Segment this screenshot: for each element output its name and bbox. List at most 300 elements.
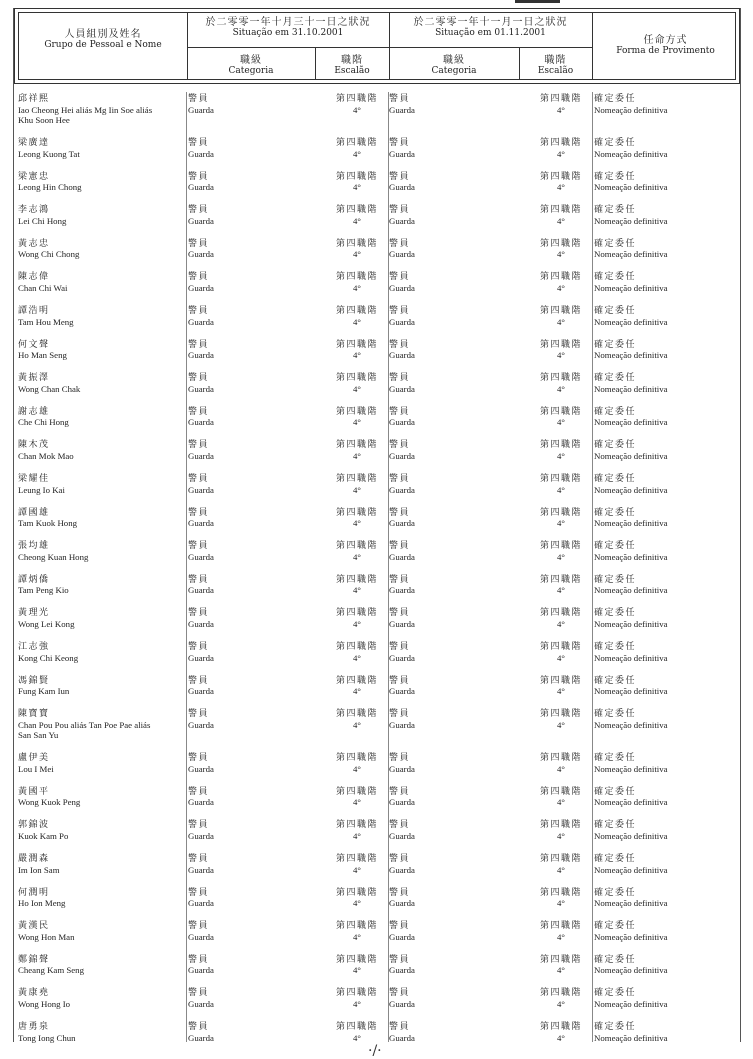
- forma-pt: Nomeação definitiva: [594, 316, 668, 327]
- categoria-zh: 警員: [389, 786, 411, 797]
- categoria-pt: Guarda: [389, 686, 415, 697]
- escalao-zh: 第四職階: [335, 406, 378, 417]
- escalao-cell-before: [326, 508, 388, 529]
- forma-pt: Nomeação definitiva: [594, 585, 668, 596]
- escalao-cell-after: [530, 608, 592, 629]
- categoria-zh: 警員: [389, 1022, 411, 1032]
- forma-zh: 確定委任: [594, 306, 637, 316]
- forma-cell: [594, 988, 740, 1009]
- escalao-pt: 4°: [557, 182, 565, 193]
- forma-zh: 確定委任: [594, 820, 637, 831]
- categoria-cell-after: [389, 753, 509, 774]
- forma-zh: 確定委任: [594, 440, 637, 451]
- forma-cell: [594, 138, 740, 159]
- forma-zh: 確定委任: [594, 507, 637, 518]
- categoria-cell-after: [389, 306, 509, 327]
- forma-pt: Nomeação definitiva: [594, 1032, 668, 1043]
- categoria-pt: Guarda: [188, 1032, 214, 1043]
- categoria-cell-after: [389, 440, 509, 461]
- categoria-zh: 警員: [389, 94, 411, 104]
- forma-cell: [594, 94, 740, 115]
- escalao-pt: 4°: [557, 551, 565, 562]
- categoria-zh: 警員: [389, 138, 411, 148]
- categoria-pt: Guarda: [188, 383, 214, 394]
- forma-cell: [594, 787, 740, 808]
- categoria-pt: Guarda: [188, 350, 214, 361]
- categoria-pt: Guarda: [188, 931, 214, 942]
- name-pt: Tam Kuok Hong: [18, 518, 78, 529]
- categoria-cell-after: [389, 787, 509, 808]
- forma-cell: [594, 753, 740, 774]
- categoria-cell-before: [188, 820, 308, 841]
- escalao-pt: 4°: [557, 316, 565, 327]
- categoria-zh: 警員: [188, 1022, 210, 1032]
- forma-cell: [594, 340, 740, 361]
- escalao-cell-after: [530, 138, 592, 159]
- escalao-cell-after: [530, 272, 592, 293]
- escalao-pt: 4°: [557, 797, 565, 808]
- categoria-zh: 警員: [389, 306, 411, 316]
- name-zh: 梁廣達: [18, 138, 50, 148]
- categoria-cell-after: [389, 474, 509, 495]
- categoria-pt: Guarda: [188, 450, 214, 461]
- escalao-pt: 4°: [557, 484, 565, 495]
- name-cell: [18, 373, 186, 394]
- top-rule-mark: [515, 0, 560, 3]
- escalao-cell-after: [530, 921, 592, 942]
- escalao-cell-before: [326, 94, 388, 115]
- name-zh: 梁憲忠: [18, 171, 50, 182]
- escalao-pt: 4°: [353, 1032, 361, 1043]
- escalao-pt: 4°: [353, 182, 361, 193]
- categoria-cell-after: [389, 709, 509, 730]
- categoria-pt: Guarda: [188, 830, 214, 841]
- categoria-zh: 警員: [389, 339, 411, 350]
- escalao-cell-after: [530, 373, 592, 394]
- escalao-zh: 第四職階: [539, 675, 582, 686]
- categoria-zh: 警員: [389, 921, 411, 932]
- forma-zh: 確定委任: [594, 786, 637, 797]
- categoria-zh: 警員: [389, 820, 411, 831]
- categoria-pt: Guarda: [389, 450, 415, 461]
- escalao-zh: 第四職階: [539, 373, 582, 384]
- categoria-pt: Guarda: [389, 965, 415, 976]
- escalao-cell-after: [530, 440, 592, 461]
- forma-pt: Nomeação definitiva: [594, 551, 668, 562]
- name-pt: Wong Chan Chak: [18, 383, 81, 394]
- categoria-cell-after: [389, 854, 509, 875]
- escalao-zh: 第四職階: [539, 406, 582, 417]
- escalao-zh: 第四職階: [335, 339, 378, 350]
- categoria-zh: 警員: [389, 406, 411, 417]
- categoria-zh: 警員: [389, 272, 411, 283]
- escalao-zh: 第四職階: [539, 541, 582, 552]
- categoria-zh: 警員: [188, 205, 210, 216]
- categoria-zh: 警員: [188, 574, 210, 585]
- name-cell: [18, 172, 186, 193]
- categoria-pt: Guarda: [389, 148, 415, 159]
- name-zh: 黃理光: [18, 608, 50, 619]
- name-cell: [18, 306, 186, 327]
- situation-after-zh: 於二零零一年十一月一日之狀況: [413, 17, 568, 28]
- name-pt: Lei Chi Hong: [18, 215, 67, 226]
- categoria-cell-before: [188, 508, 308, 529]
- name-zh: 黃康堯: [18, 988, 50, 999]
- name-pt: Iao Cheong Hei aliás Mg Iin Soe aliás: [18, 104, 153, 115]
- categoria-zh: 警員: [188, 642, 210, 652]
- forma-cell: [594, 854, 740, 875]
- name-cell: [18, 955, 186, 976]
- categoria-zh: 警員: [188, 272, 210, 283]
- categoria-cell-before: [188, 608, 308, 629]
- escalao-cell-before: [326, 541, 388, 562]
- forma-zh: 確定委任: [594, 988, 637, 999]
- escalao-pt: 4°: [353, 249, 361, 260]
- name-cell: [18, 541, 186, 562]
- name-zh: 唐勇泉: [18, 1022, 50, 1032]
- situation-before-pt: Situação em 31.10.2001: [232, 28, 344, 38]
- name-pt: Chan Mok Mao: [18, 450, 74, 461]
- categoria-zh: 警員: [389, 238, 411, 249]
- escalao-pt: 4°: [353, 763, 361, 774]
- escalao-cell-before: [326, 205, 388, 226]
- escalao-zh: 職階: [544, 55, 567, 66]
- categoria-zh: 警員: [188, 820, 210, 831]
- escalao-cell-after: [530, 988, 592, 1009]
- escalao-cell-before: [326, 306, 388, 327]
- escalao-cell-after: [530, 474, 592, 495]
- categoria-pt: Guarda: [389, 282, 415, 293]
- name-pt: Leong Hin Chong: [18, 182, 82, 193]
- escalao-pt: 4°: [353, 215, 361, 226]
- name-pt: Tam Hou Meng: [18, 316, 74, 327]
- forma-pt: Nomeação definitiva: [594, 417, 668, 428]
- categoria-pt: Guarda: [188, 998, 214, 1009]
- name-cell: [18, 407, 186, 428]
- forma-header-pt: Forma de Provimento: [616, 46, 715, 56]
- categoria-pt: Guarda: [389, 898, 415, 909]
- categoria-pt: Guarda: [389, 830, 415, 841]
- forma-cell: [594, 709, 740, 730]
- escalao-cell-before: [326, 138, 388, 159]
- escalao-pt: 4°: [353, 104, 361, 115]
- categoria-cell-before: [188, 172, 308, 193]
- categoria-cell-before: [188, 1022, 308, 1043]
- name-pt: Wong Chi Chong: [18, 249, 80, 260]
- forma-cell: [594, 373, 740, 394]
- categoria-zh: 警員: [389, 753, 411, 764]
- forma-pt: Nomeação definitiva: [594, 148, 668, 159]
- categoria-pt: Guarda: [389, 998, 415, 1009]
- categoria-header-after: [389, 55, 519, 77]
- categoria-pt: Guarda: [389, 417, 415, 428]
- categoria-pt: Guarda: [389, 249, 415, 260]
- forma-cell: [594, 642, 740, 663]
- escalao-cell-before: [326, 820, 388, 841]
- categoria-pt: Guarda: [389, 864, 415, 875]
- categoria-zh: 警員: [188, 854, 210, 864]
- categoria-cell-before: [188, 440, 308, 461]
- situation-before-zh: 於二零零一年十月三十一日之狀況: [205, 17, 371, 28]
- name-cell: [18, 787, 186, 808]
- escalao-pt: 4°: [353, 618, 361, 629]
- categoria-zh: 警員: [389, 507, 411, 518]
- forma-zh: 確定委任: [594, 94, 637, 104]
- escalao-zh: 第四職階: [539, 820, 582, 831]
- categoria-cell-after: [389, 407, 509, 428]
- name-pt: Wong Hong Io: [18, 998, 71, 1009]
- categoria-pt: Guarda: [389, 931, 415, 942]
- forma-cell: [594, 508, 740, 529]
- escalao-zh: 第四職階: [335, 272, 378, 283]
- categoria-zh: 警員: [389, 675, 411, 686]
- escalao-zh: 第四職階: [539, 205, 582, 216]
- forma-pt: Nomeação definitiva: [594, 965, 668, 976]
- escalao-zh: 第四職階: [539, 138, 582, 148]
- escalao-cell-after: [530, 676, 592, 697]
- categoria-zh: 警員: [188, 474, 210, 484]
- forma-cell: [594, 474, 740, 495]
- categoria-pt: Guarda: [188, 484, 214, 495]
- categoria-pt: Guarda: [188, 182, 214, 193]
- escalao-pt: Escalão: [537, 66, 574, 76]
- escalao-zh: 第四職階: [335, 138, 378, 148]
- categoria-pt: Guarda: [188, 316, 214, 327]
- categoria-pt: Guarda: [389, 182, 415, 193]
- escalao-cell-after: [530, 888, 592, 909]
- name-cell: [18, 205, 186, 226]
- forma-pt: Nomeação definitiva: [594, 898, 668, 909]
- escalao-cell-before: [326, 676, 388, 697]
- escalao-pt: 4°: [557, 417, 565, 428]
- categoria-pt: Guarda: [188, 864, 214, 875]
- forma-pt: Nomeação definitiva: [594, 618, 668, 629]
- categoria-cell-before: [188, 541, 308, 562]
- name-zh: 何潤明: [18, 887, 50, 898]
- name-pt: Lou I Mei: [18, 763, 54, 774]
- escalao-cell-before: [326, 854, 388, 875]
- categoria-pt: Guarda: [389, 652, 415, 663]
- escalao-cell-before: [326, 373, 388, 394]
- escalao-zh: 第四職階: [335, 1022, 378, 1032]
- escalao-cell-after: [530, 709, 592, 730]
- forma-cell: [594, 172, 740, 193]
- escalao-zh: 第四職階: [335, 373, 378, 384]
- escalao-zh: 第四職階: [539, 786, 582, 797]
- forma-pt: Nomeação definitiva: [594, 719, 668, 730]
- categoria-zh: 警員: [188, 373, 210, 384]
- categoria-cell-after: [389, 373, 509, 394]
- name-pt: Fung Kam Iun: [18, 686, 70, 697]
- escalao-cell-before: [326, 709, 388, 730]
- name-zh: 嚴潤森: [18, 854, 50, 864]
- forma-zh: 確定委任: [594, 138, 637, 148]
- escalao-zh: 第四職階: [539, 574, 582, 585]
- escalao-pt: 4°: [557, 830, 565, 841]
- escalao-pt: 4°: [353, 316, 361, 327]
- name-pt: Cheong Kuan Hong: [18, 551, 89, 562]
- escalao-zh: 第四職階: [335, 753, 378, 764]
- categoria-pt: Guarda: [389, 618, 415, 629]
- escalao-zh: 第四職階: [335, 954, 378, 965]
- name-zh: 黃漢民: [18, 921, 50, 932]
- forma-zh: 確定委任: [594, 541, 637, 552]
- name-pt: Tam Peng Kio: [18, 585, 69, 596]
- escalao-zh: 第四職階: [335, 94, 378, 104]
- escalao-pt: 4°: [353, 864, 361, 875]
- forma-cell: [594, 1022, 740, 1043]
- escalao-cell-after: [530, 575, 592, 596]
- escalao-pt: 4°: [353, 931, 361, 942]
- categoria-pt: Guarda: [188, 898, 214, 909]
- categoria-pt: Guarda: [389, 518, 415, 529]
- column-divider: [592, 92, 593, 1042]
- forma-zh: 確定委任: [594, 675, 637, 686]
- escalao-cell-after: [530, 508, 592, 529]
- escalao-pt: 4°: [353, 686, 361, 697]
- name-zh: 江志強: [18, 642, 50, 652]
- escalao-pt: 4°: [557, 998, 565, 1009]
- escalao-pt: 4°: [353, 450, 361, 461]
- forma-cell: [594, 440, 740, 461]
- forma-pt: Nomeação definitiva: [594, 104, 668, 115]
- forma-zh: 確定委任: [594, 574, 637, 585]
- escalao-zh: 第四職階: [335, 440, 378, 451]
- escalao-pt: 4°: [353, 383, 361, 394]
- escalao-zh: 第四職階: [539, 642, 582, 652]
- escalao-pt: 4°: [557, 585, 565, 596]
- categoria-zh: 警員: [389, 373, 411, 384]
- escalao-cell-before: [326, 340, 388, 361]
- categoria-cell-after: [389, 820, 509, 841]
- categoria-pt: Guarda: [389, 551, 415, 562]
- categoria-zh: 警員: [188, 709, 210, 720]
- categoria-pt: Guarda: [188, 797, 214, 808]
- forma-pt: Nomeação definitiva: [594, 864, 668, 875]
- name-cell: [18, 508, 186, 529]
- escalao-cell-before: [326, 239, 388, 260]
- categoria-zh: 警員: [389, 574, 411, 585]
- categoria-pt: Guarda: [188, 104, 214, 115]
- forma-pt: Nomeação definitiva: [594, 931, 668, 942]
- categoria-pt: Guarda: [389, 215, 415, 226]
- categoria-zh: 警員: [188, 138, 210, 148]
- escalao-pt: 4°: [353, 830, 361, 841]
- forma-zh: 確定委任: [594, 887, 637, 898]
- escalao-zh: 第四職階: [335, 238, 378, 249]
- escalao-pt: 4°: [557, 931, 565, 942]
- column-divider: [186, 92, 187, 1042]
- escalao-zh: 第四職階: [539, 171, 582, 182]
- categoria-cell-before: [188, 138, 308, 159]
- name-zh: 譚炳僑: [18, 574, 50, 585]
- escalao-zh: 第四職階: [539, 94, 582, 104]
- categoria-cell-after: [389, 205, 509, 226]
- forma-pt: Nomeação definitiva: [594, 686, 668, 697]
- escalao-cell-before: [326, 575, 388, 596]
- forma-cell: [594, 820, 740, 841]
- escalao-cell-before: [326, 440, 388, 461]
- name-cell: [18, 820, 186, 841]
- categoria-cell-after: [389, 272, 509, 293]
- categoria-pt: Guarda: [389, 484, 415, 495]
- categoria-pt: Guarda: [188, 652, 214, 663]
- categoria-zh: 警員: [389, 988, 411, 999]
- forma-pt: Nomeação definitiva: [594, 383, 668, 394]
- escalao-pt: 4°: [557, 350, 565, 361]
- forma-pt: Nomeação definitiva: [594, 998, 668, 1009]
- name-zh: 李志鴻: [18, 205, 50, 216]
- name-zh: 盧伊美: [18, 753, 50, 764]
- escalao-zh: 第四職階: [539, 238, 582, 249]
- escalao-zh: 第四職階: [335, 205, 378, 216]
- name-pt: Leong Kuong Tat: [18, 148, 80, 159]
- group-name-header: [19, 29, 187, 51]
- escalao-cell-after: [530, 407, 592, 428]
- escalao-zh: 第四職階: [539, 608, 582, 619]
- categoria-cell-before: [188, 94, 308, 115]
- name-zh: 譚浩明: [18, 306, 50, 316]
- forma-cell: [594, 306, 740, 327]
- forma-pt: Nomeação definitiva: [594, 215, 668, 226]
- escalao-zh: 第四職階: [539, 753, 582, 764]
- forma-cell: [594, 676, 740, 697]
- name-cell: [18, 676, 186, 697]
- name-pt: Cheang Kam Seng: [18, 965, 84, 976]
- categoria-pt: Guarda: [389, 719, 415, 730]
- escalao-cell-before: [326, 407, 388, 428]
- name-cell: [18, 921, 186, 942]
- name-cell: [18, 340, 186, 361]
- escalao-pt: 4°: [557, 898, 565, 909]
- name-pt: Ho Man Seng: [18, 350, 67, 361]
- forma-zh: 確定委任: [594, 608, 637, 619]
- categoria-zh: 警員: [188, 171, 210, 182]
- forma-pt: Nomeação definitiva: [594, 484, 668, 495]
- escalao-zh: 第四職階: [539, 339, 582, 350]
- categoria-zh: 職級: [240, 55, 262, 66]
- categoria-zh: 警員: [188, 507, 210, 518]
- escalao-cell-after: [530, 642, 592, 663]
- forma-pt: Nomeação definitiva: [594, 830, 668, 841]
- escalao-cell-before: [326, 955, 388, 976]
- escalao-pt: 4°: [557, 864, 565, 875]
- escalao-cell-after: [530, 820, 592, 841]
- escalao-pt: 4°: [557, 104, 565, 115]
- forma-pt: Nomeação definitiva: [594, 797, 668, 808]
- personnel-table: [13, 8, 741, 1042]
- escalao-cell-before: [326, 608, 388, 629]
- categoria-cell-before: [188, 407, 308, 428]
- escalao-zh: 第四職階: [539, 1022, 582, 1032]
- categoria-zh: 警員: [188, 94, 210, 104]
- name-cell: [18, 854, 186, 875]
- categoria-zh: 警員: [188, 339, 210, 350]
- forma-cell: [594, 921, 740, 942]
- escalao-cell-before: [326, 988, 388, 1009]
- escalao-cell-after: [530, 854, 592, 875]
- forma-cell: [594, 407, 740, 428]
- escalao-pt: 4°: [557, 518, 565, 529]
- forma-zh: 確定委任: [594, 921, 637, 932]
- forma-zh: 確定委任: [594, 373, 637, 384]
- escalao-pt: 4°: [353, 652, 361, 663]
- escalao-zh: 第四職階: [335, 786, 378, 797]
- name-cell: [18, 988, 186, 1009]
- forma-cell: [594, 541, 740, 562]
- escalao-zh: 第四職階: [539, 440, 582, 451]
- forma-provimento-header: [592, 35, 739, 57]
